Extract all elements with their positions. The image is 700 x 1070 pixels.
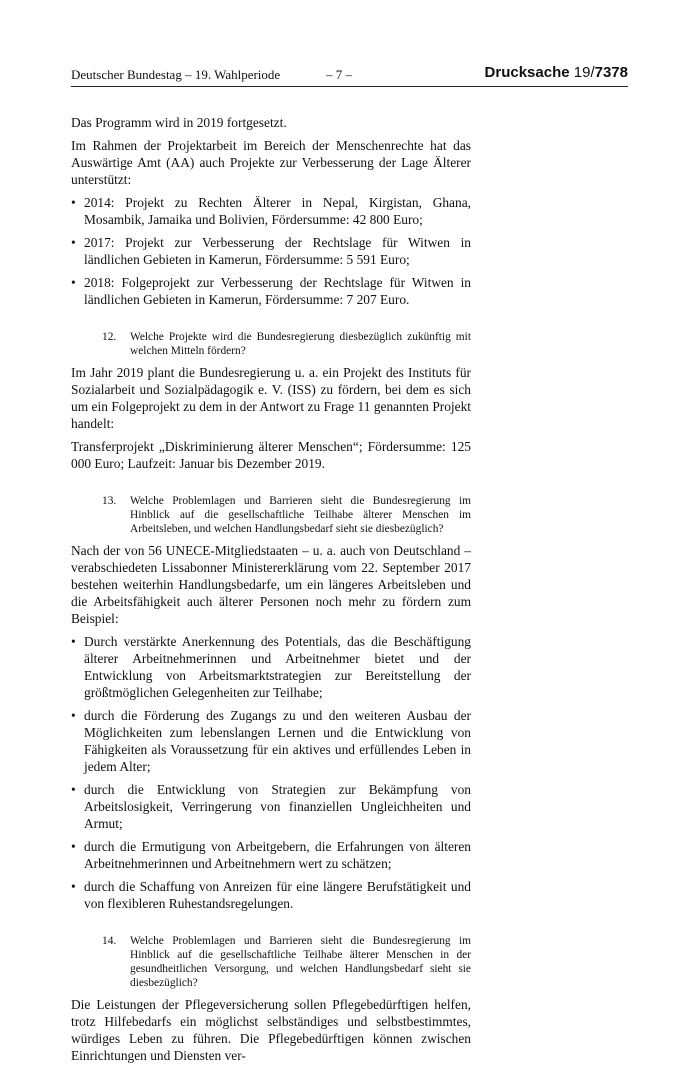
bullet-icon: • (71, 782, 76, 797)
header-publication: Deutscher Bundestag – 19. Wahlperiode (71, 67, 281, 82)
answer-paragraph: Die Leistungen der Pflegeversicherung sollen Pflegebedürftigen helfen, trotz Hilfebedarfs ein möglichst selbständiges und selbstbestimmtes, würdiges Leben zu führen. Die Pflegebedürftigen können zwischen Einrichtungen und Diensten ver- (71, 997, 471, 1063)
bullet-icon: • (71, 839, 76, 854)
list-item-text: durch die Förderung des Zugangs zu und den weiteren Ausbau der Möglichkeiten zum lebenslangen Lernen und die Entwicklung von Fähigkeiten als Voraussetzung für ein aktives und erfüllendes Leben in jedem Alter; (84, 708, 471, 774)
drucksache-number: 7378 (594, 64, 628, 81)
drucksache-label: Drucksache (484, 64, 570, 81)
list-item-text: durch die Entwicklung von Strategien zur Bekämpfung von Arbeitslosigkeit, Verringerung von finanziellen Ungleichheiten und Armut; (84, 782, 471, 831)
question-number: 12. (102, 331, 117, 343)
paragraph: Im Rahmen der Projektarbeit im Bereich der Menschenrechte hat das Auswärtige Amt (AA) auch Projekte zur Verbesserung der Lage Älterer unterstützt: (71, 138, 471, 187)
drucksache-prefix: 19/ (569, 64, 595, 81)
answer-paragraph: Transferprojekt „Diskriminierung älterer Menschen“; Fördersumme: 125 000 Euro; Laufzeit: Januar bis Dezember 2019. (71, 439, 471, 471)
question-text: Welche Problemlagen und Barrieren sieht die Bundesregierung im Hinblick auf die gesellschaftliche Teilhabe älterer Menschen in der gesundheitlichen Versorgung, und welchen Handlungsbedarf sieht sie diesbezüglich? (130, 935, 471, 989)
bullet-icon: • (71, 879, 76, 894)
bullet-icon: • (71, 195, 76, 210)
bullet-icon: • (71, 235, 76, 250)
list-item-text: 2014: Projekt zu Rechten Älterer in Nepal, Kirgistan, Ghana, Mosambik, Jamaika und Bolivien, Fördersumme: 42 800 Euro; (84, 195, 471, 227)
page-body (71, 114, 471, 1070)
list-item (71, 707, 471, 775)
question-number: 14. (102, 935, 117, 947)
list-item-text: Durch verstärkte Anerkennung des Potentials, das die Beschäftigung älterer Arbeitnehmerinnen und Arbeitnehmer bietet und der Entwicklung von Arbeitsmarktstrategien zur Bereitstellung der größtmöglichen Gelegenheiten zur Teilhabe; (84, 634, 471, 700)
list-item (71, 194, 471, 228)
list-item (71, 838, 471, 872)
question-text: Welche Problemlagen und Barrieren sieht die Bundesregierung im Hinblick auf die gesellschaftliche Teilhabe älterer Menschen im Arbeitsleben, und welchen Handlungsbedarf sieht sie diesbezüglich? (130, 495, 471, 535)
question-14 (71, 934, 471, 990)
question-number: 13. (102, 495, 117, 507)
list-item (71, 781, 471, 832)
paragraph: Das Programm wird in 2019 fortgesetzt. (71, 115, 287, 130)
answer-paragraph: Im Jahr 2019 plant die Bundesregierung u. a. ein Projekt des Instituts für Sozialarbeit und Sozialpädagogik e. V. (ISS) zu fördern, bei dem es sich um ein Folgeprojekt zu dem in der Antwort zu Frage 11 genannten Projekt handelt: (71, 365, 471, 431)
list-item-text: durch die Ermutigung von Arbeitgebern, die Erfahrungen von älteren Arbeitnehmerinnen und Arbeitnehmern wert zu schätzen; (84, 839, 471, 871)
list-item-text: durch die Schaffung von Anreizen für eine längere Berufstätigkeit und von flexibleren Ruhestandsregelungen. (84, 879, 471, 911)
header-page-number: – 7 – (326, 67, 352, 82)
bullet-list-measures (71, 633, 471, 912)
bullet-list-projects (71, 194, 471, 308)
list-item-text: 2017: Projekt zur Verbesserung der Rechtslage für Witwen in ländlichen Gebieten in Kamerun, Fördersumme: 5 591 Euro; (84, 235, 471, 267)
question-text: Welche Projekte wird die Bundesregierung diesbezüglich zukünftig mit welchen Mitteln fördern? (130, 331, 471, 357)
list-item (71, 633, 471, 701)
list-item-text: 2018: Folgeprojekt zur Verbesserung der Rechtslage für Witwen in ländlichen Gebieten in Kamerun, Fördersumme: 7 207 Euro. (84, 275, 471, 307)
list-item (71, 878, 471, 912)
question-13 (71, 494, 471, 536)
bullet-icon: • (71, 634, 76, 649)
header-drucksache (485, 64, 628, 81)
list-item (71, 234, 471, 268)
answer-paragraph: Nach der von 56 UNECE-Mitgliedstaaten – u. a. auch von Deutschland – verabschiedeten Lissabonner Ministererklärung vom 22. September 2017 bestehen weiterhin Handlungsbedarfe, um ein längeres Arbeitsleben und die Arbeitsfähigkeit auch älterer Personen noch mehr zu fördern zum Beispiel: (71, 543, 471, 626)
list-item (71, 274, 471, 308)
question-12 (71, 330, 471, 358)
bullet-icon: • (71, 275, 76, 290)
bullet-icon: • (71, 708, 76, 723)
page-header (71, 64, 628, 87)
